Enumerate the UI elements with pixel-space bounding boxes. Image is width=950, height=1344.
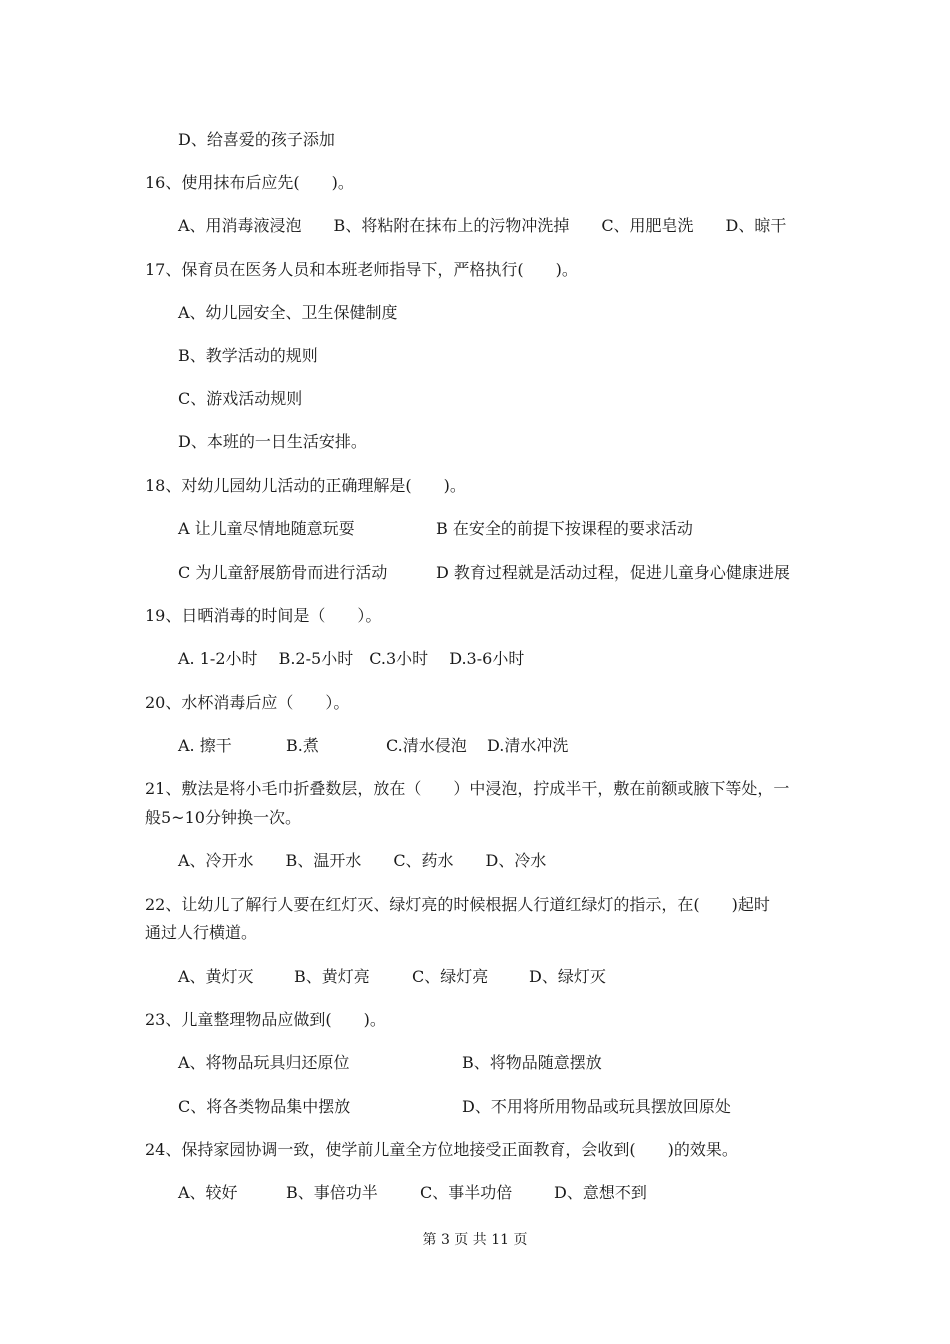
option-20a: A. 擦干 [178,736,232,755]
option-22c: C、绿灯亮 [412,967,489,986]
question-21-line1: 21、敷法是将小毛巾折叠数层，放在（ ）中浸泡，拧成半干，敷在前额或腋下等处，一 [145,779,790,798]
option-23b: B、将物品随意摆放 [462,1053,602,1072]
question-20: 20、水杯消毒后应（ ）。 [145,693,350,712]
page-footer: 第 3 页 共 11 页 [422,1232,528,1248]
question-18: 18、对幼儿园幼儿活动的正确理解是( )。 [145,476,466,495]
option-22d: D、绿灯灭 [529,967,606,986]
option-22b: B、黄灯亮 [294,967,370,986]
question-23: 23、儿童整理物品应做到( )。 [145,1010,386,1029]
option-23d: D、不用将所用物品或玩具摆放回原处 [462,1097,731,1116]
question-22-line1: 22、让幼儿了解行人要在红灯灭、绿灯亮的时候根据人行道红绿灯的指示，在( )起时 [145,895,770,914]
option-24c: C、事半功倍 [420,1183,513,1202]
option-17d: D、本班的一日生活安排。 [178,432,367,451]
question-16: 16、使用抹布后应先( )。 [145,173,354,192]
option-20c: C.清水侵泡 [386,736,467,755]
option-20d: D.清水冲洗 [487,736,569,755]
option-17b: B、教学活动的规则 [178,346,318,365]
option-24a: A、较好 [178,1183,238,1202]
option-22a: A、黄灯灭 [178,967,254,986]
question-19-options: A. 1-2小时 B.2-5小时 C.3小时 D.3-6小时 [178,649,525,668]
question-16-options: A、用消毒液浸泡 B、将粘附在抹布上的污物冲洗掉 C、用肥皂洗 D、晾干 [178,216,787,235]
option-24b: B、事倍功半 [286,1183,378,1202]
option-23a: A、将物品玩具归还原位 [178,1053,350,1072]
option-18c: C 为儿童舒展筋骨而进行活动 [178,563,388,582]
option-20b: B.煮 [286,736,319,755]
question-19: 19、日晒消毒的时间是（ ）。 [145,606,382,625]
option-23c: C、将各类物品集中摆放 [178,1097,351,1116]
option-17c: C、游戏活动规则 [178,389,303,408]
option-17a: A、幼儿园安全、卫生保健制度 [178,303,398,322]
question-21-line2: 般5~10分钟换一次。 [145,808,301,827]
question-17: 17、保育员在医务人员和本班老师指导下，严格执行( )。 [145,260,578,279]
option-15d: D、给喜爱的孩子添加 [178,130,335,149]
option-18d: D 教育过程就是活动过程，促进儿童身心健康进展 [436,563,790,582]
option-24d: D、意想不到 [554,1183,647,1202]
option-18a: A 让儿童尽情地随意玩耍 [178,519,355,538]
question-22-line2: 通过人行横道。 [145,923,258,942]
question-24: 24、保持家园协调一致，使学前儿童全方位地接受正面教育，会收到( )的效果。 [145,1140,738,1159]
option-18b: B 在安全的前提下按课程的要求活动 [436,519,693,538]
question-21-options: A、冷开水 B、温开水 C、药水 D、冷水 [178,851,547,870]
